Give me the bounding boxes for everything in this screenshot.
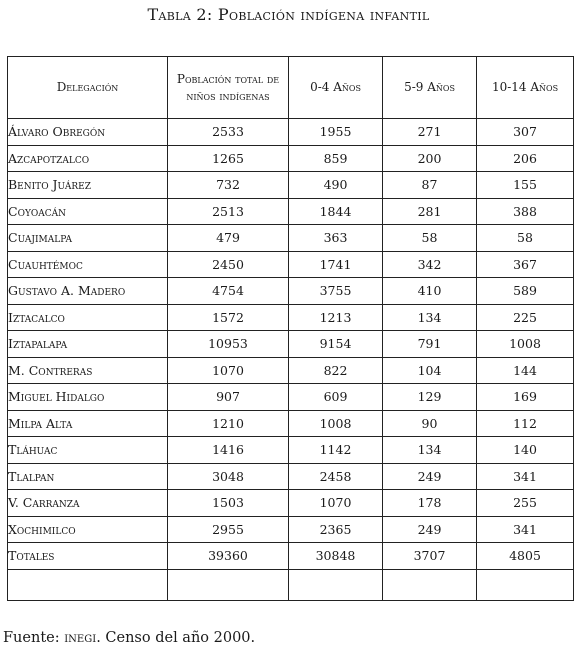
empty-cell: [168, 569, 289, 600]
table-row: [8, 357, 574, 384]
source-note: [3, 630, 255, 646]
value-cell: 134: [383, 304, 477, 331]
value-cell: 609: [289, 384, 383, 411]
value-cell: 1572: [168, 304, 289, 331]
table-row: [8, 331, 574, 358]
column-header-5-9: 5-9 Años: [383, 57, 477, 119]
table-row: [8, 172, 574, 199]
value-cell: 363: [289, 225, 383, 252]
value-cell: 9154: [289, 331, 383, 358]
value-cell: 859: [289, 145, 383, 172]
value-cell: 479: [168, 225, 289, 252]
value-cell: 58: [383, 225, 477, 252]
delegacion-cell: M. Contreras: [8, 357, 168, 384]
empty-row: [8, 569, 574, 600]
value-cell: 87: [383, 172, 477, 199]
delegacion-cell: Benito Juárez: [8, 172, 168, 199]
value-cell: 30848: [289, 543, 383, 570]
source-prefix: Fuente:: [3, 630, 65, 646]
table-row: [8, 225, 574, 252]
column-header-10-14: 10-14 Años: [477, 57, 574, 119]
value-cell: 104: [383, 357, 477, 384]
value-cell: 791: [383, 331, 477, 358]
table-row: [8, 516, 574, 543]
value-cell: 1741: [289, 251, 383, 278]
value-cell: 271: [383, 119, 477, 146]
value-cell: 10953: [168, 331, 289, 358]
table-header-row: [8, 57, 574, 119]
value-cell: 2365: [289, 516, 383, 543]
delegacion-cell: Totales: [8, 543, 168, 570]
column-header-delegacion: Delegación: [8, 57, 168, 119]
delegacion-cell: Azcapotzalco: [8, 145, 168, 172]
value-cell: 342: [383, 251, 477, 278]
table-row: [8, 437, 574, 464]
column-header-total: Población total de niños indígenas: [168, 57, 289, 119]
value-cell: 255: [477, 490, 574, 517]
value-cell: 2533: [168, 119, 289, 146]
empty-cell: [289, 569, 383, 600]
value-cell: 39360: [168, 543, 289, 570]
value-cell: 200: [383, 145, 477, 172]
value-cell: 134: [383, 437, 477, 464]
delegacion-cell: Milpa Alta: [8, 410, 168, 437]
value-cell: 1503: [168, 490, 289, 517]
value-cell: 3707: [383, 543, 477, 570]
value-cell: 367: [477, 251, 574, 278]
delegacion-cell: Gustavo A. Madero: [8, 278, 168, 305]
value-cell: 2955: [168, 516, 289, 543]
value-cell: 225: [477, 304, 574, 331]
value-cell: 1955: [289, 119, 383, 146]
value-cell: 341: [477, 516, 574, 543]
source-suffix: . Censo del año 2000.: [96, 630, 256, 646]
delegacion-cell: Cuauhtémoc: [8, 251, 168, 278]
value-cell: 307: [477, 119, 574, 146]
table-row: [8, 198, 574, 225]
value-cell: 4805: [477, 543, 574, 570]
delegacion-cell: Álvaro Obregón: [8, 119, 168, 146]
value-cell: 341: [477, 463, 574, 490]
value-cell: 1213: [289, 304, 383, 331]
value-cell: 1142: [289, 437, 383, 464]
delegacion-cell: Coyoacán: [8, 198, 168, 225]
value-cell: 1210: [168, 410, 289, 437]
value-cell: 1070: [289, 490, 383, 517]
table-row: [8, 543, 574, 570]
value-cell: 112: [477, 410, 574, 437]
table-title: Tabla 2: Población indígena infantil: [147, 5, 430, 24]
table-body: [8, 119, 574, 601]
value-cell: 1008: [289, 410, 383, 437]
value-cell: 144: [477, 357, 574, 384]
value-cell: 249: [383, 516, 477, 543]
value-cell: 129: [383, 384, 477, 411]
delegacion-cell: Tláhuac: [8, 437, 168, 464]
delegacion-cell: Iztapalapa: [8, 331, 168, 358]
delegacion-cell: Miguel Hidalgo: [8, 384, 168, 411]
table-row: [8, 384, 574, 411]
value-cell: 3048: [168, 463, 289, 490]
value-cell: 410: [383, 278, 477, 305]
value-cell: 4754: [168, 278, 289, 305]
value-cell: 249: [383, 463, 477, 490]
delegacion-cell: Iztacalco: [8, 304, 168, 331]
table-row: [8, 119, 574, 146]
value-cell: 90: [383, 410, 477, 437]
value-cell: 2450: [168, 251, 289, 278]
value-cell: 1416: [168, 437, 289, 464]
value-cell: 169: [477, 384, 574, 411]
value-cell: 2458: [289, 463, 383, 490]
table-row: [8, 490, 574, 517]
value-cell: 1070: [168, 357, 289, 384]
table-row: [8, 463, 574, 490]
value-cell: 1008: [477, 331, 574, 358]
value-cell: 58: [477, 225, 574, 252]
population-table: [7, 56, 574, 601]
delegacion-cell: V. Carranza: [8, 490, 168, 517]
delegacion-cell: Cuajimalpa: [8, 225, 168, 252]
value-cell: 178: [383, 490, 477, 517]
source-org: inegi: [64, 630, 97, 646]
value-cell: 490: [289, 172, 383, 199]
table-row: [8, 278, 574, 305]
value-cell: 155: [477, 172, 574, 199]
value-cell: 140: [477, 437, 574, 464]
empty-cell: [8, 569, 168, 600]
delegacion-cell: Xochimilco: [8, 516, 168, 543]
empty-cell: [477, 569, 574, 600]
empty-cell: [383, 569, 477, 600]
value-cell: 1844: [289, 198, 383, 225]
value-cell: 1265: [168, 145, 289, 172]
value-cell: 732: [168, 172, 289, 199]
column-header-0-4: 0-4 Años: [289, 57, 383, 119]
value-cell: 388: [477, 198, 574, 225]
value-cell: 281: [383, 198, 477, 225]
table-row: [8, 410, 574, 437]
delegacion-cell: Tlalpan: [8, 463, 168, 490]
value-cell: 3755: [289, 278, 383, 305]
table-row: [8, 304, 574, 331]
value-cell: 206: [477, 145, 574, 172]
value-cell: 589: [477, 278, 574, 305]
value-cell: 822: [289, 357, 383, 384]
value-cell: 2513: [168, 198, 289, 225]
value-cell: 907: [168, 384, 289, 411]
table-row: [8, 251, 574, 278]
table-row: [8, 145, 574, 172]
